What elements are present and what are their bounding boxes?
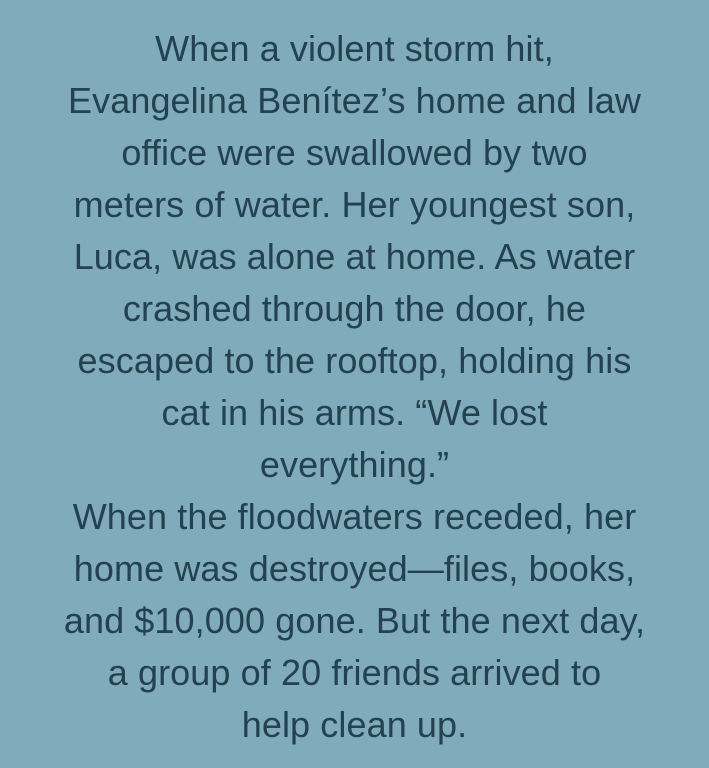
- story-line-4: meters of water. Her youngest son,: [73, 184, 636, 225]
- story-line-1: When a violent storm hit,: [155, 28, 554, 69]
- story-line-3: office were swallowed by two: [121, 132, 588, 173]
- story-line-12: and $10,000 gone. But the next day,: [63, 600, 646, 641]
- story-line-14: help clean up.: [241, 704, 468, 745]
- story-line-11: home was destroyed—files, books,: [73, 548, 636, 589]
- story-line-7: escaped to the rooftop, holding his: [77, 340, 632, 381]
- story-line-2: Evangelina Benítez’s home and law: [67, 80, 641, 121]
- story-line-10: When the floodwaters receded, her: [72, 496, 637, 537]
- story-line-8: cat in his arms. “We lost: [161, 392, 548, 433]
- story-line-13: a group of 20 friends arrived to: [107, 652, 602, 693]
- story-line-5: Luca, was alone at home. As water: [73, 236, 636, 277]
- story-line-9: everything.”: [259, 444, 450, 485]
- story-line-6: crashed through the door, he: [122, 288, 587, 329]
- story-text: [25, 23, 685, 751]
